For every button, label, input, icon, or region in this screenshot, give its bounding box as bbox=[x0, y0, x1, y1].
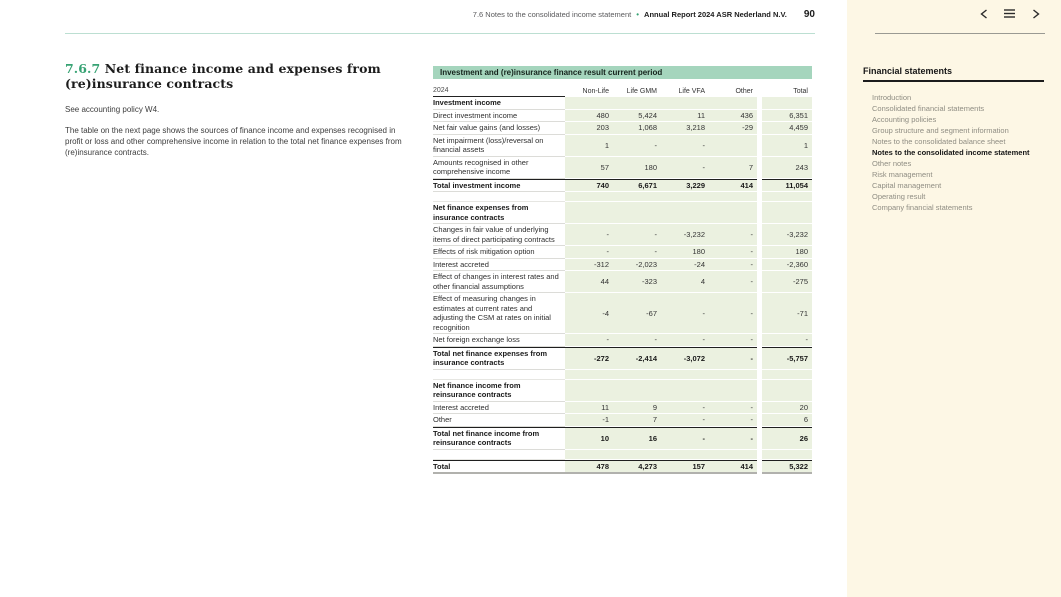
bullet-separator-icon: • bbox=[636, 10, 640, 19]
cell-value: - bbox=[661, 293, 709, 334]
chevron-left-icon[interactable] bbox=[978, 8, 989, 19]
cell-value: - bbox=[709, 293, 757, 334]
sidebar-item-company-financial-statements[interactable]: Company financial statements bbox=[872, 203, 973, 212]
sidebar-item-notes-to-the-consolidated-balance-sheet[interactable]: Notes to the consolidated balance sheet bbox=[872, 137, 1006, 146]
cell-value: - bbox=[661, 414, 709, 427]
cell-value: -29 bbox=[709, 122, 757, 135]
report-title: Annual Report 2024 ASR Nederland N.V. bbox=[644, 10, 787, 19]
cell-value bbox=[661, 450, 709, 460]
cell-value: 180 bbox=[613, 157, 661, 179]
cell-value: - bbox=[613, 246, 661, 259]
sidebar-divider bbox=[875, 33, 1045, 34]
sidebar-item-group-structure-and-segment-information[interactable]: Group structure and segment information bbox=[872, 126, 1009, 135]
cell-value: -1 bbox=[565, 414, 613, 427]
cell-value: 1 bbox=[565, 135, 613, 157]
sidebar-heading: Financial statements bbox=[863, 66, 1044, 82]
cell-value: -323 bbox=[613, 271, 661, 293]
table-row bbox=[433, 157, 812, 179]
cell-value bbox=[565, 380, 613, 402]
cell-value: - bbox=[709, 414, 757, 427]
cell-value bbox=[613, 450, 661, 460]
column-header-nonlife: Non-Life bbox=[582, 88, 609, 95]
table-row bbox=[433, 347, 812, 370]
cell-value: - bbox=[709, 427, 757, 450]
cell-value: 7 bbox=[613, 414, 661, 427]
header-divider bbox=[65, 33, 815, 34]
cell-value: 3,229 bbox=[661, 179, 709, 193]
cell-total-value: 243 bbox=[762, 157, 812, 179]
table-row bbox=[433, 380, 812, 402]
page-number: 90 bbox=[803, 9, 815, 20]
row-label: Effects of risk mitigation option bbox=[433, 246, 565, 259]
row-label: Total net finance income from reinsurance contracts bbox=[433, 427, 565, 450]
cell-total-value: -3,232 bbox=[762, 224, 812, 246]
chevron-right-icon[interactable] bbox=[1030, 8, 1041, 19]
cell-value: 4,273 bbox=[613, 460, 661, 475]
cell-total-value: -2,360 bbox=[762, 259, 812, 272]
row-label: Total net finance expenses from insurance contracts bbox=[433, 347, 565, 370]
table-row bbox=[433, 202, 812, 224]
table-row bbox=[433, 271, 812, 293]
cell-value bbox=[613, 192, 661, 202]
table-body bbox=[433, 97, 812, 474]
column-header-life-gmm: Life GMM bbox=[626, 88, 657, 95]
row-label: Effect of measuring changes in estimates at current rates and adjusting the CSM at rates on initial recognition bbox=[433, 293, 565, 334]
row-label: Interest accreted bbox=[433, 259, 565, 272]
cell-value: 3,218 bbox=[661, 122, 709, 135]
row-label: Effect of changes in interest rates and other financial assumptions bbox=[433, 271, 565, 293]
cell-value: 436 bbox=[709, 110, 757, 123]
cell-value bbox=[709, 450, 757, 460]
sidebar-list bbox=[872, 92, 1057, 213]
cell-total-value: 6,351 bbox=[762, 110, 812, 123]
cell-value: 11 bbox=[565, 402, 613, 415]
cell-value bbox=[613, 380, 661, 402]
cell-value: -312 bbox=[565, 259, 613, 272]
cell-value: - bbox=[565, 246, 613, 259]
cell-value bbox=[565, 192, 613, 202]
section-number: 7.6.7 bbox=[65, 61, 101, 76]
cell-value: -2,023 bbox=[613, 259, 661, 272]
section-title bbox=[65, 62, 415, 92]
cell-value: 10 bbox=[565, 427, 613, 450]
cell-value bbox=[565, 450, 613, 460]
cell-value: - bbox=[709, 402, 757, 415]
row-label: Net foreign exchange loss bbox=[433, 334, 565, 347]
breadcrumb: 7.6 Notes to the consolidated income statement bbox=[472, 10, 632, 19]
cell-value: 180 bbox=[661, 246, 709, 259]
cell-value bbox=[613, 97, 661, 110]
table-row bbox=[433, 110, 812, 123]
cell-value: - bbox=[613, 334, 661, 347]
table-row bbox=[433, 427, 812, 450]
table-row bbox=[433, 460, 812, 475]
cell-value: - bbox=[709, 347, 757, 370]
cell-value bbox=[709, 192, 757, 202]
row-label: Total bbox=[433, 460, 565, 475]
menu-icon[interactable] bbox=[1004, 8, 1015, 19]
cell-value: - bbox=[613, 135, 661, 157]
cell-value: - bbox=[709, 259, 757, 272]
row-label bbox=[433, 192, 565, 202]
cell-total-value: 180 bbox=[762, 246, 812, 259]
row-label: Investment income bbox=[433, 97, 565, 110]
cell-value bbox=[709, 135, 757, 157]
cell-value: 203 bbox=[565, 122, 613, 135]
row-label: Interest accreted bbox=[433, 402, 565, 415]
cell-total-value: -275 bbox=[762, 271, 812, 293]
cell-value: 414 bbox=[709, 460, 757, 475]
row-label: Net finance income from reinsurance contracts bbox=[433, 380, 565, 402]
cell-value: - bbox=[565, 334, 613, 347]
sidebar-item-notes-to-the-consolidated-income-statement[interactable]: Notes to the consolidated income statement bbox=[872, 148, 1030, 157]
table-row bbox=[433, 97, 812, 110]
table-row bbox=[433, 334, 812, 347]
row-label: Net fair value gains (and losses) bbox=[433, 122, 565, 135]
cell-total-value bbox=[762, 370, 812, 380]
cell-value: 11 bbox=[661, 110, 709, 123]
row-label: Net finance expenses from insurance contracts bbox=[433, 202, 565, 224]
policy-note: See accounting policy W4. bbox=[65, 104, 160, 114]
cell-value: -3,232 bbox=[661, 224, 709, 246]
table-title: Investment and (re)insurance finance result current period bbox=[433, 66, 812, 79]
cell-total-value: -71 bbox=[762, 293, 812, 334]
cell-value: 16 bbox=[613, 427, 661, 450]
cell-value bbox=[709, 97, 757, 110]
table-row bbox=[433, 370, 812, 380]
table-row bbox=[433, 259, 812, 272]
row-label: Changes in fair value of underlying items of direct participating contracts bbox=[433, 224, 565, 246]
cell-value: 740 bbox=[565, 179, 613, 193]
section-title-text: Net finance income and expenses from (re)insurance contracts bbox=[65, 61, 381, 91]
cell-value: - bbox=[565, 224, 613, 246]
cell-total-value: 1 bbox=[762, 135, 812, 157]
cell-value: - bbox=[661, 334, 709, 347]
cell-value bbox=[661, 202, 709, 224]
sidebar-item-introduction[interactable]: Introduction bbox=[872, 93, 912, 102]
cell-value bbox=[661, 370, 709, 380]
cell-value bbox=[565, 202, 613, 224]
cell-value: 478 bbox=[565, 460, 613, 475]
row-label: Total investment income bbox=[433, 179, 565, 193]
cell-value: -2,414 bbox=[613, 347, 661, 370]
article-text-column bbox=[65, 62, 415, 158]
cell-total-value: 6 bbox=[762, 414, 812, 427]
column-header-other: Other bbox=[735, 88, 753, 95]
cell-total-value: 4,459 bbox=[762, 122, 812, 135]
page-header bbox=[473, 9, 815, 20]
table-row bbox=[433, 224, 812, 246]
cell-value: 1,068 bbox=[613, 122, 661, 135]
cell-value: 480 bbox=[565, 110, 613, 123]
cell-value: -3,072 bbox=[661, 347, 709, 370]
cell-value bbox=[613, 370, 661, 380]
cell-total-value: 20 bbox=[762, 402, 812, 415]
cell-value: - bbox=[709, 334, 757, 347]
cell-value bbox=[661, 97, 709, 110]
cell-value bbox=[709, 202, 757, 224]
column-header-life-vfa: Life VFA bbox=[678, 88, 705, 95]
table-row bbox=[433, 179, 812, 193]
sidebar-item-other-notes[interactable]: Other notes bbox=[872, 159, 912, 168]
cell-value: - bbox=[613, 224, 661, 246]
cell-value bbox=[565, 370, 613, 380]
sidebar-item-capital-management[interactable]: Capital management bbox=[872, 181, 942, 190]
cell-value: -67 bbox=[613, 293, 661, 334]
cell-value: - bbox=[709, 224, 757, 246]
cell-value: 5,424 bbox=[613, 110, 661, 123]
cell-total-value bbox=[762, 380, 812, 402]
cell-value: - bbox=[709, 271, 757, 293]
row-label: Net impairment (loss)/reversal on financial assets bbox=[433, 135, 565, 157]
cell-value: - bbox=[661, 135, 709, 157]
cell-value bbox=[661, 192, 709, 202]
sidebar-item-operating-result[interactable]: Operating result bbox=[872, 192, 926, 201]
cell-value: 9 bbox=[613, 402, 661, 415]
row-label: Amounts recognised in other comprehensive income bbox=[433, 157, 565, 179]
table-row bbox=[433, 402, 812, 415]
sidebar-item-risk-management[interactable]: Risk management bbox=[872, 170, 933, 179]
finance-result-table bbox=[433, 66, 812, 474]
cell-value: 4 bbox=[661, 271, 709, 293]
row-label bbox=[433, 450, 565, 460]
column-header-total: Total bbox=[793, 88, 808, 95]
table-row bbox=[433, 450, 812, 460]
cell-value: 157 bbox=[661, 460, 709, 475]
cell-value: - bbox=[709, 246, 757, 259]
sidebar-item-consolidated-financial-statements[interactable]: Consolidated financial statements bbox=[872, 104, 985, 113]
cell-total-value: -5,757 bbox=[762, 347, 812, 370]
cell-value: -24 bbox=[661, 259, 709, 272]
cell-total-value: 5,322 bbox=[762, 460, 812, 475]
sidebar-nav-controls bbox=[978, 8, 1041, 19]
cell-value: -4 bbox=[565, 293, 613, 334]
cell-total-value bbox=[762, 450, 812, 460]
cell-value: 44 bbox=[565, 271, 613, 293]
cell-value: - bbox=[661, 427, 709, 450]
navigation-sidebar bbox=[847, 0, 1061, 597]
cell-value: - bbox=[661, 402, 709, 415]
table-column-headers bbox=[433, 86, 812, 97]
cell-value: 7 bbox=[709, 157, 757, 179]
row-label bbox=[433, 370, 565, 380]
cell-value: 57 bbox=[565, 157, 613, 179]
table-row bbox=[433, 122, 812, 135]
cell-total-value bbox=[762, 97, 812, 110]
table-row bbox=[433, 135, 812, 157]
table-row bbox=[433, 192, 812, 202]
table-row bbox=[433, 246, 812, 259]
cell-total-value bbox=[762, 202, 812, 224]
cell-value bbox=[709, 380, 757, 402]
cell-value bbox=[613, 202, 661, 224]
cell-value bbox=[565, 97, 613, 110]
row-label: Direct investment income bbox=[433, 110, 565, 123]
cell-value bbox=[709, 370, 757, 380]
cell-total-value: 26 bbox=[762, 427, 812, 450]
cell-total-value bbox=[762, 192, 812, 202]
sidebar-item-accounting-policies[interactable]: Accounting policies bbox=[872, 115, 937, 124]
cell-value: -272 bbox=[565, 347, 613, 370]
row-label: Other bbox=[433, 414, 565, 427]
cell-total-value: - bbox=[762, 334, 812, 347]
year-column-header: 2024 bbox=[433, 87, 565, 97]
table-row bbox=[433, 293, 812, 334]
cell-value bbox=[661, 380, 709, 402]
table-row bbox=[433, 414, 812, 427]
body-paragraph: The table on the next page shows the sources of finance income and expenses recognised in profit or loss and other comprehensive income in relation to the total net finance expenses from (re)insurance contracts. bbox=[65, 125, 402, 157]
cell-value: 414 bbox=[709, 179, 757, 193]
cell-total-value: 11,054 bbox=[762, 179, 812, 193]
cell-value: - bbox=[661, 157, 709, 179]
cell-value: 6,671 bbox=[613, 179, 661, 193]
